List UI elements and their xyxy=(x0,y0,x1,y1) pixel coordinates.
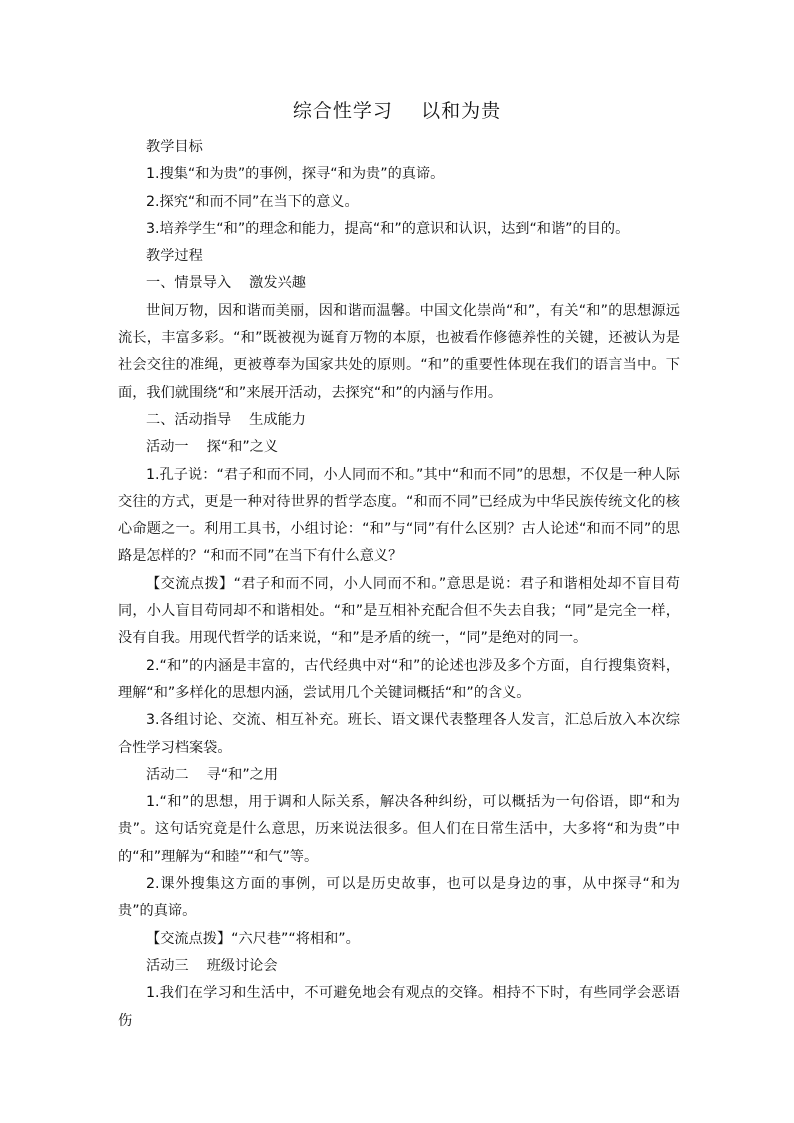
activity-1-item-1: 1.孔子说：“君子和而不同，小人同而不和。”其中“和而不同”的思想，不仅是一种人际交往的方式，更是一种对待世界的哲学态度。“和而不同”已经成为中华民族传统文化的核心命题之一。利用工具书，小组讨论：“和”与“同”有什么区别？古人论述“和而不同”的思路是怎样的？“和而不同”在当下有什么意义？ xyxy=(118,466,680,565)
activity-2-item-1: 1.“和”的思想，用于调和人际关系，解决各种纠纷，可以概括为一句俗语，即“和为贵”。这句话究竟是什么意思，历来说法很多。但人们在日常生活中，大多将“和为贵”中的“和”理解为“和睦”“和气”等。 xyxy=(118,794,680,865)
goal-item-1: 1.搜集“和为贵”的事例，探寻“和为贵”的真谛。 xyxy=(146,166,445,183)
section-heading-teaching-goals: 教学目标 xyxy=(146,139,203,155)
activity-1-discussion-note: 【交流点拨】“君子和而不同，小人同而不和。”意思是说：君子和谐相处却不盲目苟同，小人盲目苟同却不和谐相处。“和”是互相补充配合但不失去自我；“同”是完全一样，没有自我。用现代哲学的话来说，“和”是矛盾的统一，“同”是绝对的同一。 xyxy=(118,575,680,647)
document-title: 综合性学习 以和为贵 xyxy=(292,100,502,122)
document-body xyxy=(118,134,680,1035)
goal-item-2: 2.探究“和而不同”在当下的意义。 xyxy=(146,193,359,210)
activity-2-discussion-note: 【交流点拨】“六尺巷”“将相和”。 xyxy=(146,930,360,947)
subsection-heading-introduction: 一、情景导入 激发兴趣 xyxy=(146,275,306,292)
activity-3-heading: 活动三 班级讨论会 xyxy=(146,957,278,974)
section-heading-teaching-process: 教学过程 xyxy=(146,248,203,265)
activity-1-item-3: 3.各组讨论、交流、相互补充。班长、语文课代表整理各人发言，汇总后放入本次综合性学习档案袋。 xyxy=(118,712,680,756)
activity-3-item-1: 1.我们在学习和生活中，不可避免地会有观点的交锋。相持不下时，有些同学会恶语伤 xyxy=(118,985,680,1029)
goal-item-3: 3.培养学生“和”的理念和能力，提高“和”的意识和认识，达到“和谐”的目的。 xyxy=(146,220,630,237)
subsection-heading-activity-guidance: 二、活动指导 生成能力 xyxy=(146,411,306,428)
activity-2-heading: 活动二 寻“和”之用 xyxy=(146,766,279,783)
activity-1-heading: 活动一 探“和”之义 xyxy=(146,439,279,456)
activity-2-item-2: 2.课外搜集这方面的事例，可以是历史故事，也可以是身边的事，从中探寻“和为贵”的真谛。 xyxy=(118,876,680,920)
intro-paragraph: 世间万物，因和谐而美丽，因和谐而温馨。中国文化崇尚“和”，有关“和”的思想源远流长，丰富多彩。“和”既被视为诞育万物的本原，也被看作修德养性的关键，还被认为是社会交往的准绳，更被尊奉为国家共处的原则。“和”的重要性体现在我们的语言当中。下面，我们就围绕“和”来展开活动，去探究“和”的内涵与作用。 xyxy=(118,302,680,401)
activity-1-item-2: 2.“和”的内涵是丰富的，古代经典中对“和”的论述也涉及多个方面，自行搜集资料，理解“和”多样化的思想内涵，尝试用几个关键词概括“和”的含义。 xyxy=(118,657,680,701)
